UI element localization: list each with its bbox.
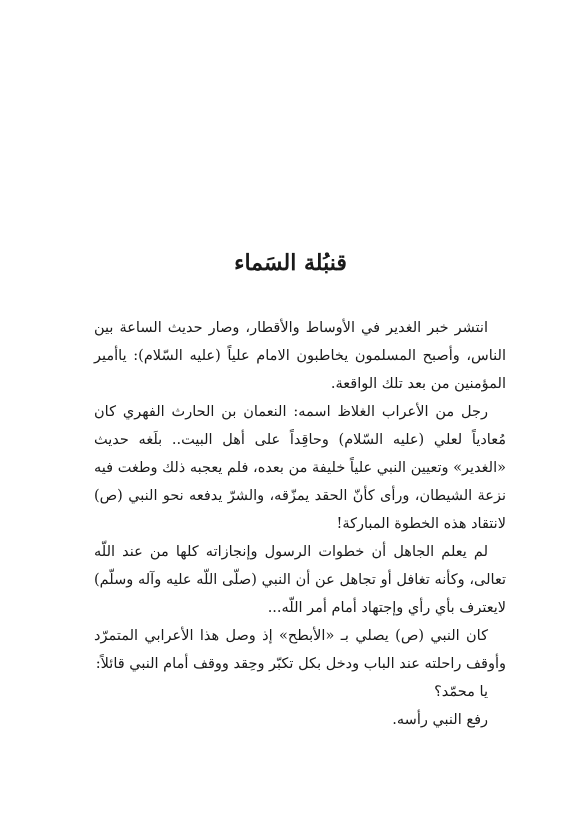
- paragraph-3: لم يعلم الجاهل أن خطوات الرسول وإنجازاته كلها من عند اللّه تعالى، وكأنه تغافل أو تجاهل عن أن النبي (صلّى اللّه عليه وآله وسلّم) لايعترف بأي رأي وإجتهاد أمام أمر اللّه...: [94, 544, 506, 616]
- paragraph-1: انتشر خبر الغدير في الأوساط والأقطار، وصار حديث الساعة بين الناس، وأصبح المسلمون يخاطبون الامام علياً (عليه السّلام): ياأمير المؤمنين من بعد تلك الواقعة.: [94, 320, 506, 392]
- paragraph-6: رفع النبي رأسه.: [392, 712, 488, 728]
- paragraph-5: يا محمّد؟: [434, 684, 488, 700]
- chapter-title: قنبُلة السَماء: [234, 250, 347, 276]
- paragraph-4: كان النبي (ص) يصلي بـ «الأبطح» إذ وصل هذا الأعرابي المتمرّد وأوقف راحلته عند الباب ودخل بكل تكبّر وحِقد ووقف أمام النبي قائلاً:: [94, 628, 506, 672]
- paragraph-2: رجل من الأعراب الغلاظ اسمه: النعمان بن الحارث الفهري كان مُعادياً لعلي (عليه السّلام) وحاقِداً على أهل البيت.. بلَغه حديث «الغدير» وتعيين النبي علياً خليفة من بعده، فلم يعجبه ذلك وطغت فيه نزعة الشيطان، ورأى كأنّ الحقد يمزّقه، والشرّ يدفعه نحو النبي (ص) لانتقاد هذه الخطوة المباركة!: [94, 404, 506, 532]
- body-text: [94, 314, 506, 734]
